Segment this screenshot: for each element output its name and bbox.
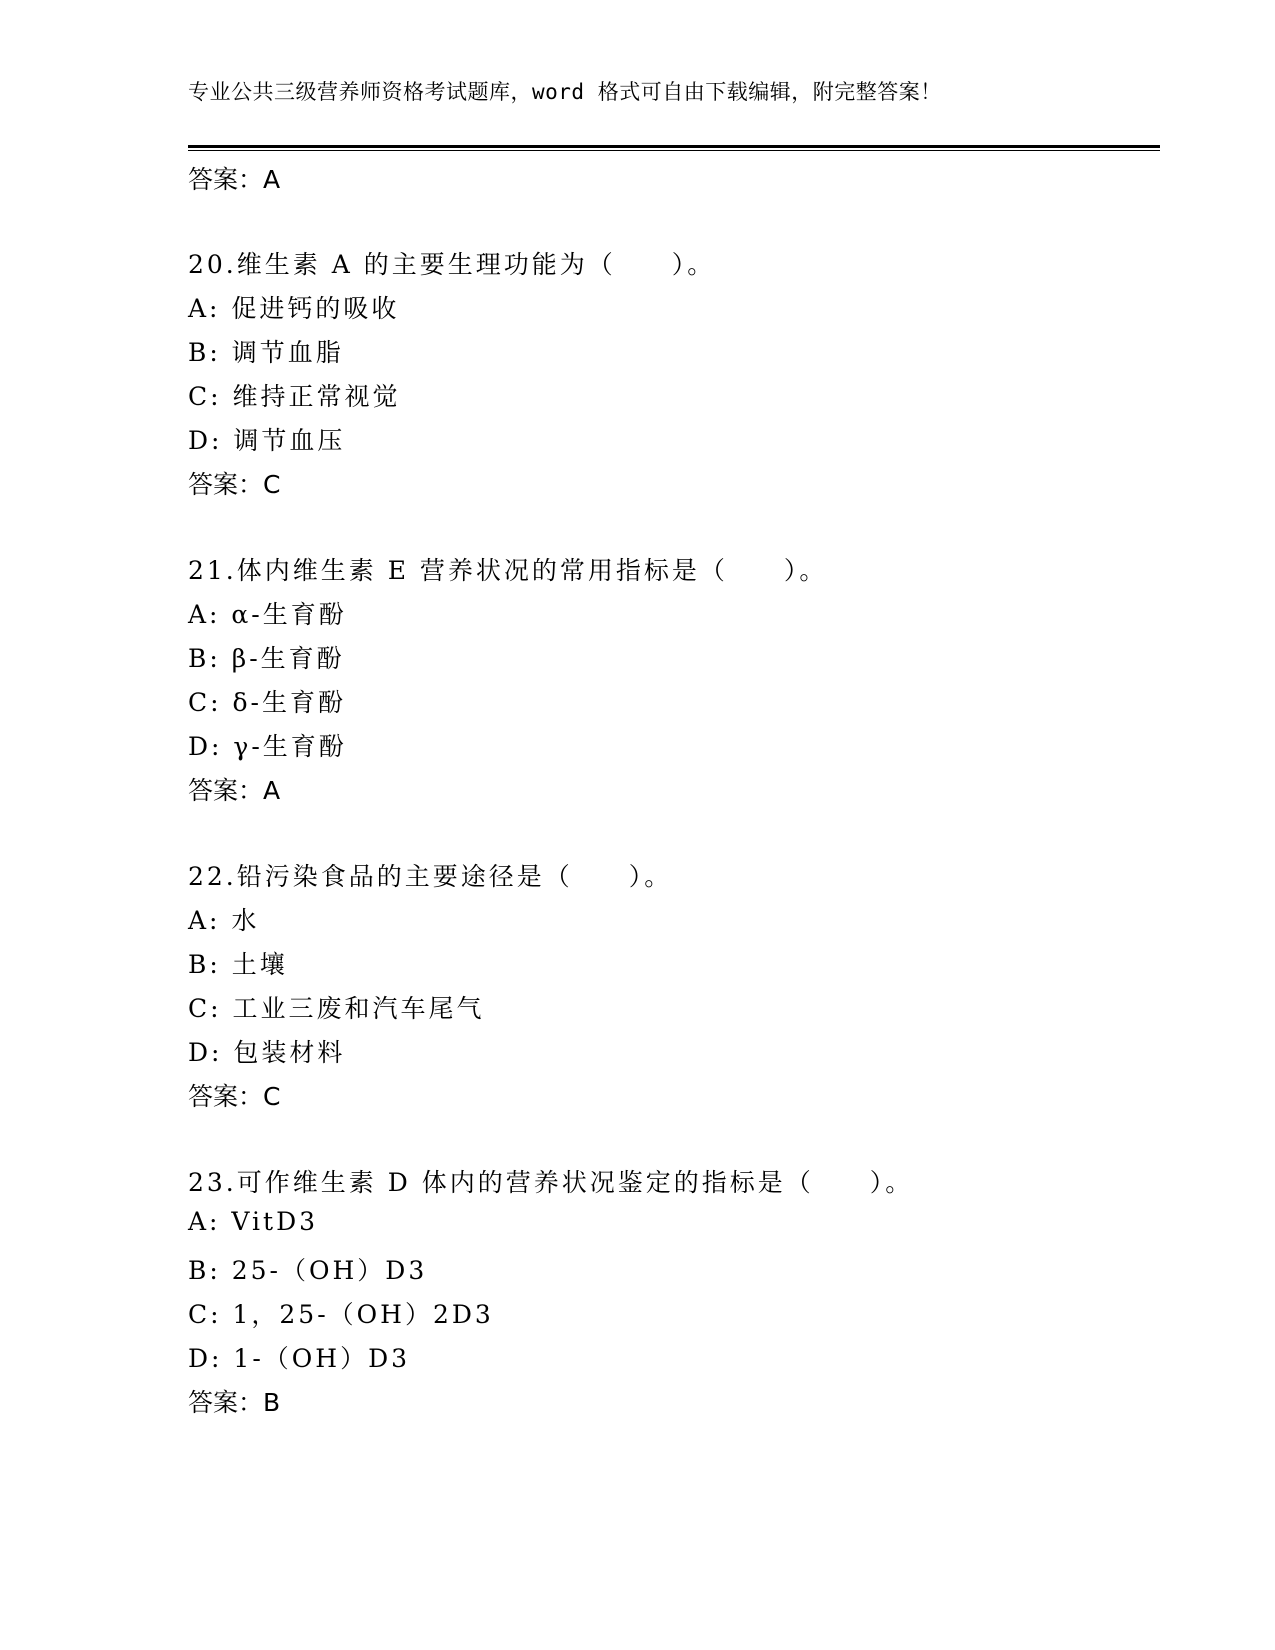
question-20-answer: 答案：C <box>188 470 281 499</box>
question-23-option-a: A: VitD3 <box>188 1207 319 1236</box>
header-divider-thin <box>188 150 1160 151</box>
question-20-option-a: A: 促进钙的吸收 <box>188 294 400 323</box>
question-23-option-c: C: 1，25-（OH）2D3 <box>188 1300 494 1329</box>
question-21-answer: 答案：A <box>188 776 281 805</box>
header-divider <box>188 145 1160 148</box>
question-22-option-c: C: 工业三废和汽车尾气 <box>188 994 485 1023</box>
answer-previous: 答案：A <box>188 165 281 194</box>
question-23-answer: 答案：B <box>188 1388 281 1417</box>
question-23-option-b: B: 25-（OH）D3 <box>188 1256 428 1285</box>
question-22-option-b: B: 土壤 <box>188 950 288 979</box>
question-22-stem: 22.铅污染食品的主要途径是（ ）。 <box>188 862 673 891</box>
question-22-answer: 答案：C <box>188 1082 281 1111</box>
question-21-option-a: A: α-生育酚 <box>188 600 347 629</box>
question-20-option-c: C: 维持正常视觉 <box>188 382 401 411</box>
question-22-option-a: A: 水 <box>188 906 260 935</box>
question-21-option-c: C: δ-生育酚 <box>188 688 346 717</box>
question-23-stem: 23.可作维生素 D 体内的营养状况鉴定的指标是（ ）。 <box>188 1168 914 1197</box>
page-header: 专业公共三级营养师资格考试题库，word 格式可自由下载编辑，附完整答案！ <box>188 80 942 104</box>
question-21-option-d: D: γ-生育酚 <box>188 732 347 761</box>
question-22-option-d: D: 包装材料 <box>188 1038 346 1067</box>
question-20-option-b: B: 调节血脂 <box>188 338 344 367</box>
question-21-stem: 21.体内维生素 E 营养状况的常用指标是（ ）。 <box>188 556 828 585</box>
question-21-option-b: B: β-生育酚 <box>188 644 345 673</box>
question-20-stem: 20.维生素 A 的主要生理功能为（ ）。 <box>188 250 716 279</box>
question-23-option-d: D: 1-（OH）D3 <box>188 1344 411 1373</box>
question-20-option-d: D: 调节血压 <box>188 426 346 455</box>
